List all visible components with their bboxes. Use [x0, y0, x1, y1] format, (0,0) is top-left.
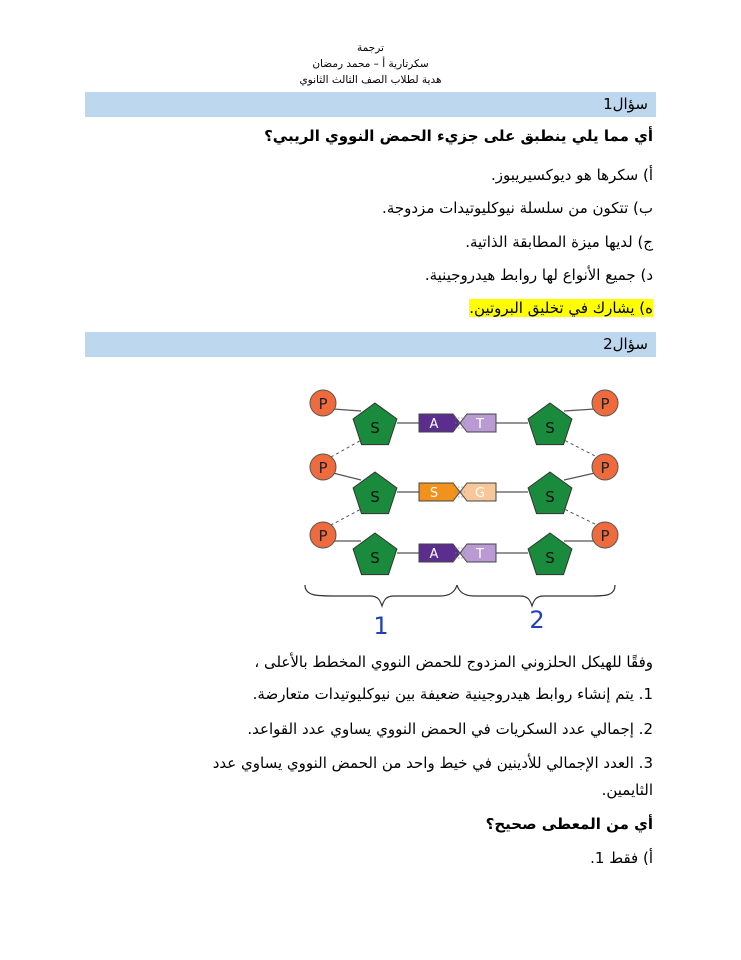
question-1-label: سؤال1	[603, 95, 648, 113]
sugar-label: S	[545, 419, 555, 437]
base-left	[419, 414, 460, 432]
phosphate-label: P	[600, 459, 610, 477]
sugar-label: S	[545, 549, 555, 567]
q1-option-a: أ) سكرها هو ديوكسيريبوز.	[491, 166, 653, 184]
phosphate-label: P	[318, 527, 328, 545]
phosphate-sugar-bond	[333, 409, 361, 411]
sugar-label: S	[370, 488, 380, 506]
question-2-label: سؤال2	[603, 335, 648, 353]
phosphate-label: P	[600, 395, 610, 413]
q2-statement-2: 2. إجمالي عدد السكريات في الحمض النووي يساوي عدد القواعد.	[247, 720, 653, 738]
phosphate-label: P	[600, 527, 610, 545]
phosphate-label: P	[318, 459, 328, 477]
q2-statement-1: 1. يتم إنشاء روابط هيدروجينية ضعيفة بين نيوكليوتيدات متعارضة.	[252, 685, 653, 703]
phosphate-sugar-bond	[564, 473, 595, 480]
phosphate-sugar-bond	[564, 409, 595, 411]
base-left	[419, 544, 460, 562]
base-left	[419, 483, 460, 501]
base-left-label: A	[429, 417, 439, 432]
base-right-label: G	[474, 486, 486, 501]
sugar-label: S	[370, 419, 380, 437]
strand-1-label: 1	[373, 612, 389, 638]
question-1-band	[85, 92, 656, 117]
question-1-text: أي مما يلي ينطبق على جزيء الحمض النووي الريبي؟	[264, 127, 653, 145]
sugar-label: S	[545, 488, 555, 506]
base-right-label: T	[476, 547, 484, 562]
q1-option-c: ج) لديها ميزة المطابقة الذاتية.	[465, 233, 653, 251]
base-right-label: T	[476, 417, 484, 432]
question-2-intro: وفقًا للهيكل الحلزوني المزدوج للحمض النووي المخطط بالأعلى ،	[254, 653, 653, 671]
q1-option-b: ب) تتكون من سلسلة نيوكليوتيدات مزدوجة.	[382, 199, 653, 217]
phosphate-sugar-bond	[333, 473, 361, 480]
header-line-secretary: سكرتارية أ – محمد رمضان	[312, 58, 429, 70]
backbone-bond-right	[560, 507, 597, 525]
header-line-translation: ترجمة	[357, 42, 384, 54]
backbone-bond-right	[560, 438, 597, 457]
dna-double-helix-diagram	[295, 378, 640, 638]
q2-statement-3: 3. العدد الإجمالي للأدينين في خيط واحد من الحمض النووي يساوي عدد	[212, 754, 653, 772]
base-left-label: S	[429, 486, 439, 501]
question-2-band	[85, 332, 656, 357]
strand-1-brace	[305, 585, 457, 606]
q1-option-e: ه) يشارك في تخليق البروتين.	[469, 299, 653, 317]
q1-option-d: د) جميع الأنواع لها روابط هيدروجينية.	[424, 266, 653, 284]
strand-2-label: 2	[529, 606, 545, 634]
header-line-gift: هدية لطلاب الصف الثالث الثانوي	[299, 74, 442, 86]
q1-option-e-highlighted	[469, 299, 653, 317]
phosphate-label: P	[318, 395, 328, 413]
strand-2-brace	[457, 585, 615, 606]
sugar-label: S	[370, 549, 380, 567]
q2-statement-3-continued: الثايمين.	[601, 781, 653, 799]
question-2-text: أي من المعطى صحيح؟	[485, 815, 653, 833]
q2-option-a: أ) فقط 1.	[590, 849, 653, 867]
base-left-label: A	[429, 547, 439, 562]
